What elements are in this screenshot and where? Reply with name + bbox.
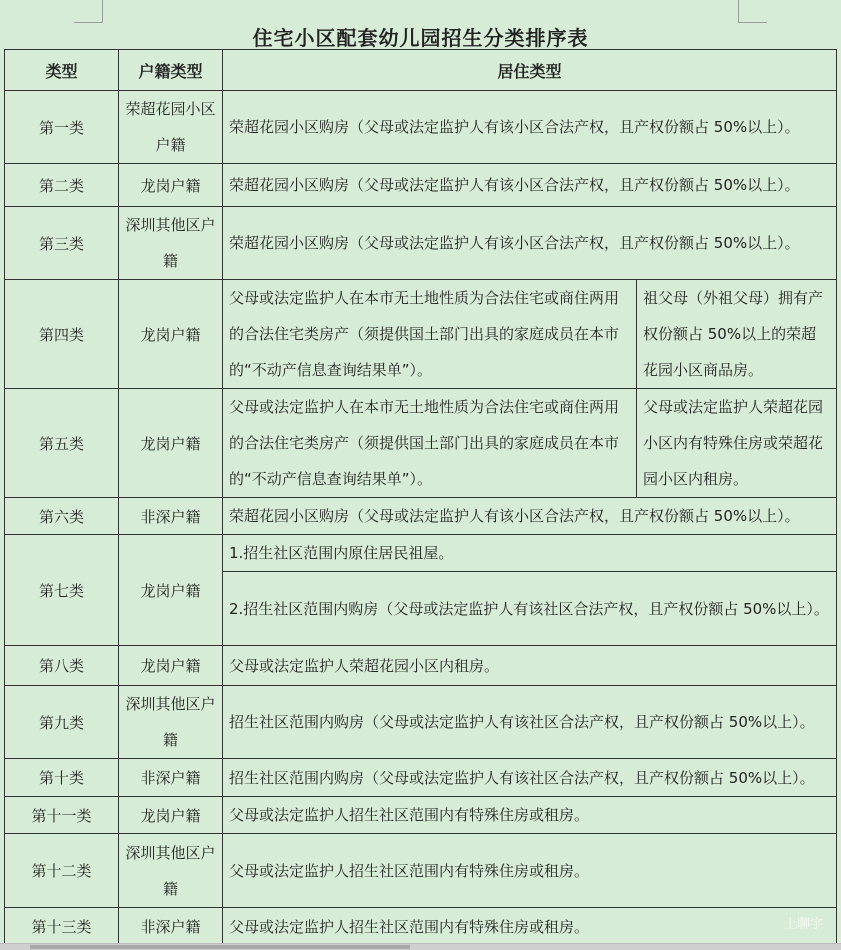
table-row xyxy=(5,164,837,207)
table-row xyxy=(5,389,837,498)
row-hukou: 非深户籍 xyxy=(119,759,223,797)
row-residence: 父母或法定监护人荣超花园小区内租房。 xyxy=(223,646,837,686)
row-residence: 招生社区范围内购房（父母或法定监护人有该社区合法产权，且产权份额占 50%以上）。 xyxy=(223,686,837,759)
row-type: 第四类 xyxy=(5,280,119,389)
page-title: 住宅小区配套幼儿园招生分类排序表 xyxy=(252,26,589,50)
header-hukou: 户籍类型 xyxy=(119,50,223,91)
table-row xyxy=(5,207,837,280)
row-hukou: 深圳其他区户籍 xyxy=(119,207,223,280)
row-residence: 荣超花园小区购房（父母或法定监护人有该小区合法产权，且产权份额占 50%以上）。 xyxy=(223,91,837,164)
row-type: 第十一类 xyxy=(5,797,119,834)
table-row xyxy=(5,759,837,797)
table-row xyxy=(5,91,837,164)
row-type: 第十类 xyxy=(5,759,119,797)
table-row xyxy=(5,686,837,759)
row-hukou: 龙岗户籍 xyxy=(119,797,223,834)
row-type: 第三类 xyxy=(5,207,119,280)
table-row xyxy=(5,280,837,389)
scrollbar-thumb[interactable] xyxy=(30,945,410,949)
row-type: 第六类 xyxy=(5,498,119,535)
page-corner-mark-right xyxy=(738,0,767,23)
row-residence-item-1: 1.招生社区范围内原住居民祖屋。 xyxy=(223,535,837,572)
watermark: 上聊字 xyxy=(783,917,823,932)
row-residence-secondary: 祖父母（外祖父母）拥有产权份额占 50%以上的荣超花园小区商品房。 xyxy=(637,280,837,389)
row-hukou: 龙岗户籍 xyxy=(119,280,223,389)
row-residence: 荣超花园小区购房（父母或法定监护人有该小区合法产权，且产权份额占 50%以上）。 xyxy=(223,164,837,207)
row-residence: 招生社区范围内购房（父母或法定监护人有该社区合法产权，且产权份额占 50%以上）。 xyxy=(223,759,837,797)
row-hukou: 深圳其他区户籍 xyxy=(119,686,223,759)
row-hukou: 非深户籍 xyxy=(119,498,223,535)
row-residence-item-2: 2.招生社区范围内购房（父母或法定监护人有该社区合法产权，且产权份额占 50%以上）。 xyxy=(223,572,837,646)
table-row xyxy=(5,646,837,686)
table-row xyxy=(5,797,837,834)
row-hukou: 深圳其他区户籍 xyxy=(119,834,223,908)
page-corner-mark-left xyxy=(74,0,103,23)
row-residence-primary: 父母或法定监护人在本市无土地性质为合法住宅或商住两用的合法住宅类房产（须提供国土部门出具的家庭成员在本市的“不动产信息查询结果单”）。 xyxy=(223,389,637,498)
row-type: 第一类 xyxy=(5,91,119,164)
header-residence: 居住类型 xyxy=(223,50,837,91)
row-hukou: 龙岗户籍 xyxy=(119,389,223,498)
row-hukou: 荣超花园小区户籍 xyxy=(119,91,223,164)
row-type: 第八类 xyxy=(5,646,119,686)
row-hukou: 非深户籍 xyxy=(119,908,223,946)
row-residence: 父母或法定监护人招生社区范围内有特殊住房或租房。 xyxy=(223,834,837,908)
row-hukou: 龙岗户籍 xyxy=(119,535,223,646)
table-row xyxy=(5,908,837,946)
row-hukou: 龙岗户籍 xyxy=(119,164,223,207)
row-type: 第七类 xyxy=(5,535,119,646)
row-residence-secondary: 父母或法定监护人荣超花园小区内有特殊住房或荣超花园小区内租房。 xyxy=(637,389,837,498)
table-row xyxy=(5,535,837,572)
row-residence-primary: 父母或法定监护人在本市无土地性质为合法住宅或商住两用的合法住宅类房产（须提供国土部门出具的家庭成员在本市的“不动产信息查询结果单”）。 xyxy=(223,280,637,389)
row-type: 第二类 xyxy=(5,164,119,207)
header-type: 类型 xyxy=(5,50,119,91)
row-residence: 荣超花园小区购房（父母或法定监护人有该小区合法产权，且产权份额占 50%以上）。 xyxy=(223,207,837,280)
table-row xyxy=(5,498,837,535)
table-header-row xyxy=(5,50,837,91)
row-residence: 荣超花园小区购房（父母或法定监护人有该小区合法产权，且产权份额占 50%以上）。 xyxy=(223,498,837,535)
row-type: 第五类 xyxy=(5,389,119,498)
horizontal-scrollbar[interactable] xyxy=(0,943,841,950)
row-hukou: 龙岗户籍 xyxy=(119,646,223,686)
row-type: 第十二类 xyxy=(5,834,119,908)
row-residence: 父母或法定监护人招生社区范围内有特殊住房或租房。 xyxy=(223,908,837,946)
table-row xyxy=(5,834,837,908)
row-type: 第九类 xyxy=(5,686,119,759)
enrollment-table xyxy=(4,49,837,946)
row-type: 第十三类 xyxy=(5,908,119,946)
row-residence: 父母或法定监护人招生社区范围内有特殊住房或租房。 xyxy=(223,797,837,834)
